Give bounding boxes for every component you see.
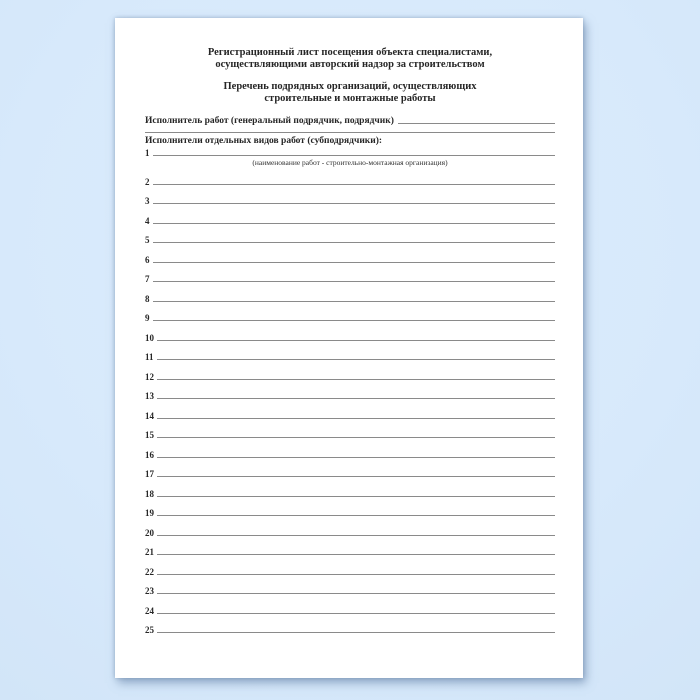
row-blank-line: [157, 496, 555, 497]
row-number: 3: [145, 196, 150, 206]
row1-caption: (наименование работ - строительно-монтажная организация): [252, 158, 448, 167]
subcontractor-row: [145, 479, 555, 499]
subcontractor-row: [145, 382, 555, 402]
row-blank-line: [157, 340, 555, 341]
row-number: 19: [145, 508, 154, 518]
subcontractor-row: [145, 304, 555, 324]
row-blank-line: [153, 184, 556, 185]
row-blank-line: [157, 398, 555, 399]
row-number: 14: [145, 410, 154, 421]
row-blank-line: [153, 223, 556, 224]
row-number: 12: [145, 371, 154, 382]
subcontractor-row: [145, 577, 555, 597]
subcontractor-row: [145, 401, 555, 421]
subcontractor-row: [145, 226, 555, 246]
subcontractor-list: [145, 147, 555, 635]
row-blank-line: [157, 418, 555, 419]
row-blank-line: [153, 203, 556, 204]
row-number: 8: [145, 293, 150, 304]
subcontractor-row: [145, 460, 555, 480]
row-number: 21: [145, 547, 154, 557]
subcontractor-row: [145, 518, 555, 538]
row-blank-line: [153, 281, 556, 282]
subcontractor-row: [145, 265, 555, 285]
document-page: [115, 18, 583, 678]
subcontractor-row: [145, 440, 555, 460]
row-number: 7: [145, 274, 150, 284]
row-number: 2: [145, 176, 150, 187]
subcontractor-row: [145, 343, 555, 363]
title-line-2: осуществляющими авторский надзор за строительством: [215, 58, 485, 70]
subtitle-line-1: Перечень подрядных организаций, осуществляющих: [223, 81, 477, 92]
row-blank-line: [157, 476, 555, 477]
row-number: 10: [145, 332, 154, 343]
row-number: 6: [145, 254, 150, 265]
executor-label: Исполнитель работ (генеральный подрядчик, подрядчик): [145, 116, 394, 126]
subcontractors-label: Исполнители отдельных видов работ (субподрядчики):: [145, 136, 383, 146]
row-blank-line: [153, 262, 556, 263]
subtitle-line-2: строительные и монтажные работы: [264, 92, 436, 104]
subcontractor-row: [145, 284, 555, 304]
row-number: 1: [145, 148, 150, 158]
row-blank-line: [157, 554, 555, 555]
row-number: 16: [145, 449, 154, 460]
row-blank-line: [157, 632, 555, 633]
row-number: 20: [145, 527, 154, 538]
row-number: 25: [145, 625, 154, 635]
executor-row: [145, 112, 555, 126]
row-number: 4: [145, 215, 150, 226]
row-number: 22: [145, 566, 154, 577]
subcontractor-row: [145, 245, 555, 265]
document-title: [145, 47, 555, 70]
row-blank-line: [157, 613, 555, 614]
row-number: 15: [145, 430, 154, 440]
title-line-1: Регистрационный лист посещения объекта специалистами,: [207, 47, 493, 58]
subcontractor-row: [145, 167, 555, 187]
row-blank-line: [157, 535, 555, 536]
row-number: 11: [145, 352, 154, 362]
row-blank-line: [157, 515, 555, 516]
row-blank-line: [157, 574, 555, 575]
row-number: 9: [145, 313, 150, 323]
executor-blank-line-continued: [145, 126, 555, 133]
row-blank-line: [153, 320, 556, 321]
subcontractor-row: [145, 596, 555, 616]
subcontractor-row: [145, 147, 555, 158]
subcontractor-row: [145, 187, 555, 207]
subcontractor-row: [145, 616, 555, 636]
subcontractor-row: [145, 557, 555, 577]
subcontractor-row: [145, 206, 555, 226]
executor-blank-line: [398, 123, 555, 124]
row-blank-line: [153, 301, 556, 302]
row-number: 23: [145, 586, 154, 596]
subcontractor-row: [145, 421, 555, 441]
row-number: 17: [145, 469, 154, 479]
document-subtitle: [145, 81, 555, 104]
row-blank-line: [157, 379, 555, 380]
row-blank-line: [157, 593, 555, 594]
row-number: 5: [145, 235, 150, 245]
row-number: 13: [145, 391, 154, 401]
row-blank-line: [157, 457, 555, 458]
row-number: 24: [145, 605, 154, 616]
row-number: 18: [145, 488, 154, 499]
subcontractor-row: [145, 499, 555, 519]
subcontractor-row: [145, 538, 555, 558]
row-blank-line: [153, 155, 556, 156]
row-blank-line: [153, 242, 556, 243]
subcontractor-row: [145, 362, 555, 382]
row-blank-line: [157, 359, 555, 360]
subcontractor-row: [145, 323, 555, 343]
row-blank-line: [157, 437, 555, 438]
